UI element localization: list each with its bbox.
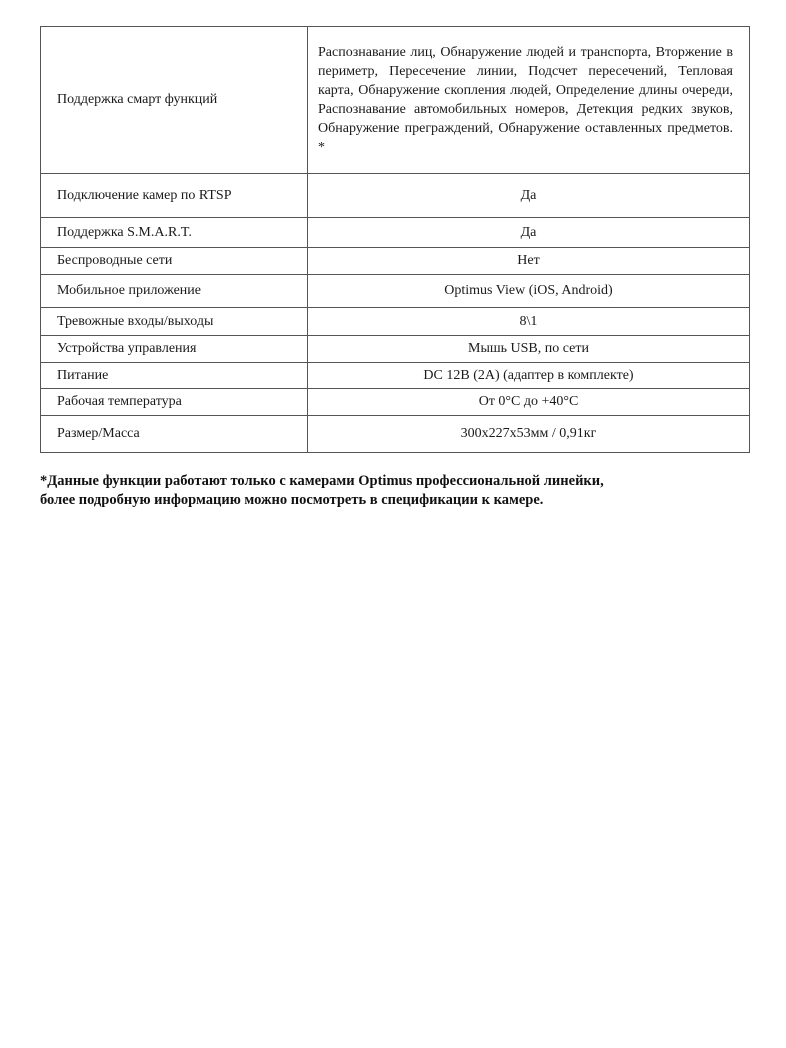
row-value-wireless: Нет: [308, 248, 750, 275]
table-row: [41, 389, 750, 416]
spec-table: [40, 26, 750, 453]
row-label-alarm-io: Тревожные входы/выходы: [41, 308, 308, 336]
row-value-smart: Да: [308, 218, 750, 248]
row-value-smart-functions: Распознавание лиц, Обнаружение людей и транспорта, Вторжение в периметр, Пересечение линии, Подсчет пересечений, Тепловая карта, Обнаружение скопления людей, Определение длины очереди, Распознавание автомобильных номеров, Детекция редких звуков, Обнаружение преграждений, Обнаружение оставленных предметов. *: [308, 27, 750, 174]
footnote-line-1: *Данные функции работают только с камерами Optimus профессиональной линейки,: [40, 473, 604, 489]
table-row: [41, 363, 750, 389]
row-label-temperature: Рабочая температура: [41, 389, 308, 416]
footnote: [40, 472, 740, 510]
row-label-wireless: Беспроводные сети: [41, 248, 308, 275]
row-value-rtsp: Да: [308, 174, 750, 218]
row-value-control-devices: Мышь USB, по сети: [308, 336, 750, 363]
table-row: [41, 308, 750, 336]
row-value-power: DC 12В (2А) (адаптер в комплекте): [308, 363, 750, 389]
row-value-alarm-io: 8\1: [308, 308, 750, 336]
table-row: [41, 27, 750, 174]
footnote-line-2: более подробную информацию можно посмотреть в спецификации к камере.: [40, 492, 544, 508]
table-row: [41, 275, 750, 308]
row-label-smart-functions: Поддержка смарт функций: [41, 27, 308, 174]
row-label-power: Питание: [41, 363, 308, 389]
table-row: [41, 336, 750, 363]
row-value-mobile-app: Optimus View (iOS, Android): [308, 275, 750, 308]
row-label-smart: Поддержка S.M.A.R.T.: [41, 218, 308, 248]
row-label-rtsp: Подключение камер по RTSP: [41, 174, 308, 218]
row-value-size-weight: 300x227x53мм / 0,91кг: [308, 416, 750, 453]
table-row: [41, 218, 750, 248]
table-row: [41, 248, 750, 275]
table-row: [41, 174, 750, 218]
table-row: [41, 416, 750, 453]
row-value-temperature: От 0°C до +40°C: [308, 389, 750, 416]
row-label-control-devices: Устройства управления: [41, 336, 308, 363]
row-label-size-weight: Размер/Масса: [41, 416, 308, 453]
row-label-mobile-app: Мобильное приложение: [41, 275, 308, 308]
